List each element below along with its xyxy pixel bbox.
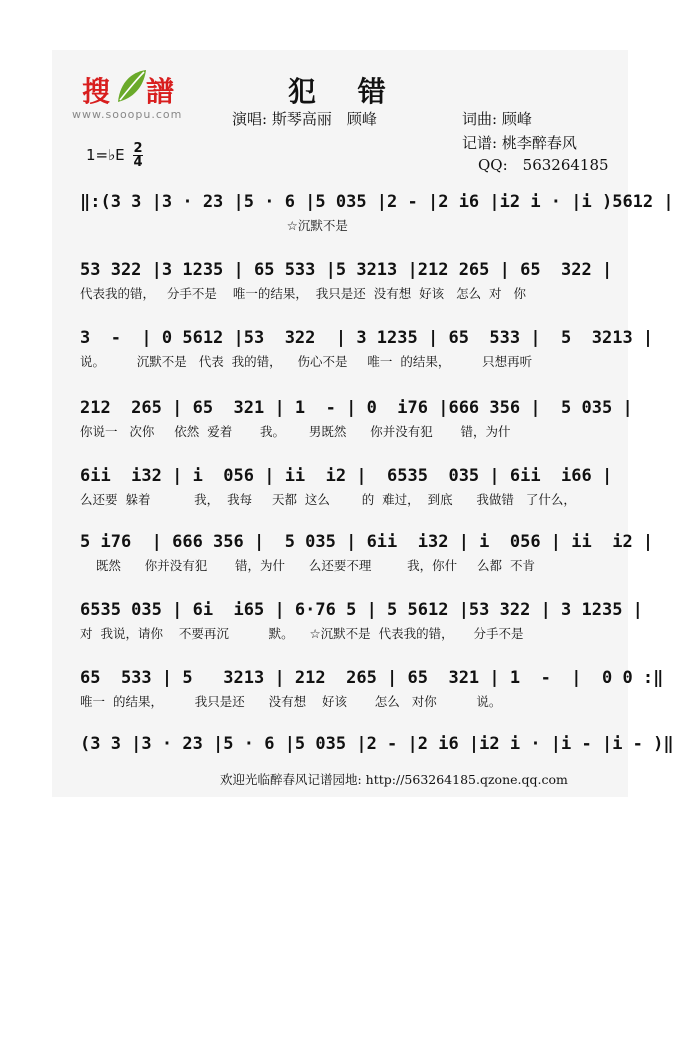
logo-char-right: 譜 [146,75,175,108]
lyricist-credit: 词曲: 顾峰 [462,110,532,128]
key-signature: 1=♭E [86,146,125,164]
footer-link[interactable]: 欢迎光临醉春风记谱园地: http://563264185.qzone.qq.com [220,772,568,787]
staff-notes: 3 - | 0 5612 |53 322 | 3 1235 | 65 533 | 5 3213 | [80,328,654,348]
staff-lyrics: 对 我说，请你 不要再沉 默。 ☆沉默不是 代表我的错， 分手不是 [80,626,524,641]
staff-notes: 65 533 | 5 3213 | 212 265 | 65 321 | 1 - | 0 0 :‖ [80,668,664,688]
staff-notes: 5 i76 | 666 356 | 5 035 | 6ii i32 | i 056 | ii i2 | [80,532,654,552]
staff-lyrics: 既然 你并没有犯 错，为什 么还要不理 我，你什 么都 不肯 [80,558,535,573]
singer-credit: 演唱: 斯琴高丽 顾峰 [232,110,377,128]
staff-lyrics: 么还要 躲着 我， 我每 天都 这么 的 难过， 到底 我做错 了什么， [80,492,576,507]
time-signature-top: 2 [133,141,143,156]
staff-notes: ‖:(3 3 |3 · 23 |5 · 6 |5 035 |2 - |2 i6 |i2 i · |i )5612 | [80,192,674,212]
staff-notes: 212 265 | 65 321 | 1 - | 0 i76 |666 356 | 5 035 | [80,398,633,418]
staff-notes: 53 322 |3 1235 | 65 533 |5 3213 |212 265 | 65 322 | [80,260,613,280]
site-logo[interactable] [72,70,200,125]
staff-lyrics: 唯一 的结果， 我只是还 没有想 好该 怎么 对你 说。 [80,694,502,709]
qq-number: QQ: 563264185 [478,156,609,174]
time-signature [133,142,143,169]
time-signature-bottom: 4 [133,155,143,170]
staff-lyrics: 说。 沉默不是 代表 我的错， 伤心不是 唯一 的结果， 只想再听 [80,354,533,369]
staff-lyrics: 代表我的错， 分手不是 唯一的结果， 我只是还 没有想 好该 怎么 对 你 [80,286,526,301]
logo-char-left: 搜 [82,75,111,108]
song-title: 犯 错 [288,75,402,108]
staff-notes: (3 3 |3 · 23 |5 · 6 |5 035 |2 - |2 i6 |i2 i · |i - |i - )‖ [80,734,674,754]
staff-notes: 6535 035 | 6i i65 | 6·76 5 | 5 5612 |53 322 | 3 1235 | [80,600,643,620]
staff-lyrics: 你说一 次你 依然 爱着 我。 男既然 你并没有犯 错，为什 [80,424,511,439]
logo-url: www.sooopu.com [72,108,183,121]
staff-lyrics: ☆沉默不是 [80,218,348,233]
leaf-icon [114,68,148,106]
transcriber-credit: 记谱: 桃李醉春风 [462,134,577,152]
staff-notes: 6ii i32 | i 056 | ii i2 | 6535 035 | 6ii i66 | [80,466,613,486]
